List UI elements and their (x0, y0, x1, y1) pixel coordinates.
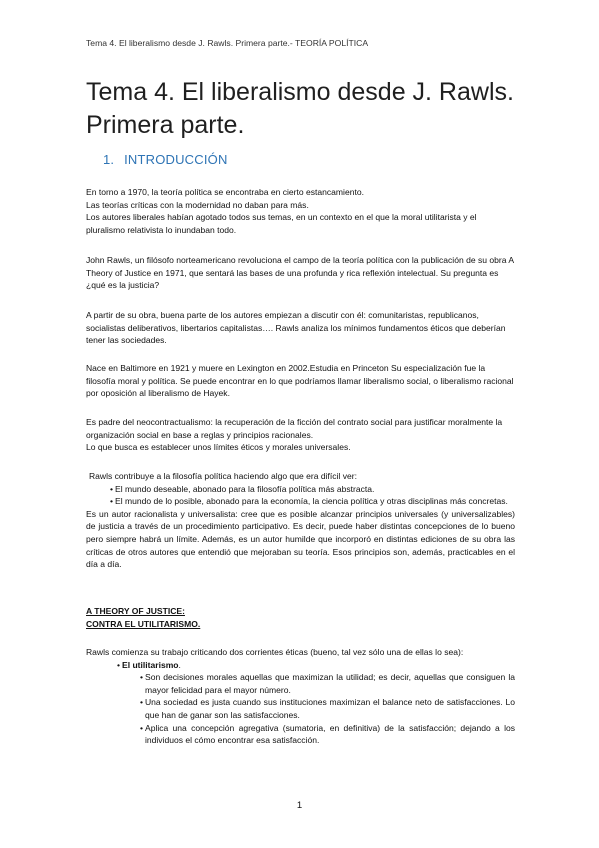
sub-list-item (86, 671, 515, 696)
bullet-icon: • (110, 496, 113, 507)
page-number: 1 (296, 800, 303, 811)
contribution-block (86, 470, 515, 571)
bullet-icon: • (110, 483, 113, 494)
intro-block-1 (86, 186, 515, 236)
sub-list-item (86, 696, 515, 721)
running-header: Tema 4. El liberalismo desde J. Rawls. Primera parte.- TEORÍA POLÍTICA (86, 38, 369, 48)
paragraph: Los autores liberales habían agotado todos sus temas, en un contexto en el que la moral utilitarista y el pluralismo relativista lo inundaban todo. (86, 212, 477, 235)
list-item-text: El mundo deseable, abonado para la filosofía política más abstracta. (115, 483, 375, 494)
document-title: Tema 4. El liberalismo desde J. Rawls. Primera parte. (86, 78, 514, 139)
theory-of-justice-headings (86, 605, 515, 630)
bullet-icon: • (140, 697, 143, 708)
paragraph-neocontractualism (86, 416, 515, 454)
paragraph: Es padre del neocontractualismo: la recuperación de la ficción del contrato social para justificar moralmente la organización social en base a reglas y principios racionales. (86, 417, 503, 440)
utilitarismo-block (86, 646, 515, 747)
section-heading (103, 152, 228, 167)
list-item-text: Son decisiones morales aquellas que maximizan la utilidad; es decir, aquellas que consiguen la mayor felicidad para el mayor número. (145, 672, 515, 695)
paragraph: Rawls comienza su trabajo criticando dos corrientes éticas (bueno, tal vez sólo una de ellas lo sea): (86, 647, 464, 657)
bullet-icon: • (117, 659, 120, 670)
subsection-heading: A THEORY OF JUSTICE: (86, 606, 185, 616)
sub-list-item (86, 722, 515, 747)
paragraph-biography (86, 362, 515, 400)
list-item (86, 483, 515, 496)
paragraph: A partir de su obra, buena parte de los autores empiezan a discutir con él: comunitaristas, republicanos, socialistas deliberativos, libertarios capitalistas…. Rawls analiza los mínimos fundamentos éticos que deberían tener las sociedades. (86, 310, 506, 346)
paragraph: Las teorías críticas con la modernidad no daban para más. (86, 199, 309, 210)
paragraph: En torno a 1970, la teoría política se encontraba en cierto estancamiento. (86, 187, 364, 197)
list-item: • El utilitarismo. (117, 659, 181, 670)
paragraph: John Rawls, un filósofo norteamericano revoluciona el campo de la teoría política con la publicación de su obra A Theory of Justice en 1971, que sentará las bases de una profunda y rica reflexión intelectual. Su pregunta es ¿qué es la justicia? (86, 255, 514, 291)
list-item-text: Una sociedad es justa cuando sus instituciones maximizan el balance neto de satisfacciones. Lo que han de ganar son las satisfacciones. (145, 697, 515, 720)
bullet-icon: • (140, 672, 143, 683)
paragraph: Es un autor racionalista y universalista: cree que es posible alcanzar principios universales (y universalizables) de justicia a través de un procedimiento participativo. Es decir, puede haber distintas concepciones de lo bueno pero siempre habrá un límite. Además, es un autor humilde que incorporó en distintas ediciones de su obra las críticas de otros autores que entendió que mejoraban su teoría. Esos principios son, además, practicables en el día a día. (86, 508, 515, 570)
paragraph: Lo que busca es establecer unos límites éticos y morales universales. (86, 442, 351, 453)
list-item (86, 495, 515, 508)
paragraph-discussion (86, 309, 515, 347)
paragraph: Nace en Baltimore en 1921 y muere en Lexington en 2002.Estudia en Princeton Su especialización fue la filosofía moral y política. Se puede encontrar en lo que podríamos llamar liberalismo social, o liberalismo racional por oposición al liberalismo de Hayek. (86, 363, 514, 399)
section-number: 1. (103, 152, 115, 167)
list-item-text: Aplica una concepción agregativa (sumatoria, en definitiva) de la satisfacción; dejando a los individuos el cómo encontrar esa satisfacción. (145, 722, 515, 746)
list-item-text: El mundo de lo posible, abonado para la economía, la ciencia política y otras disciplinas más concretas. (115, 496, 508, 507)
paragraph-rawls (86, 254, 515, 292)
section-title: INTRODUCCIÓN (124, 152, 228, 167)
bullet-icon: • (140, 722, 143, 733)
subsection-subheading: CONTRA EL UTILITARISMO. (86, 618, 201, 629)
list-item-title: El utilitarismo (122, 659, 179, 670)
paragraph: Rawls contribuye a la filosofía política haciendo algo que era difícil ver: (89, 471, 357, 481)
